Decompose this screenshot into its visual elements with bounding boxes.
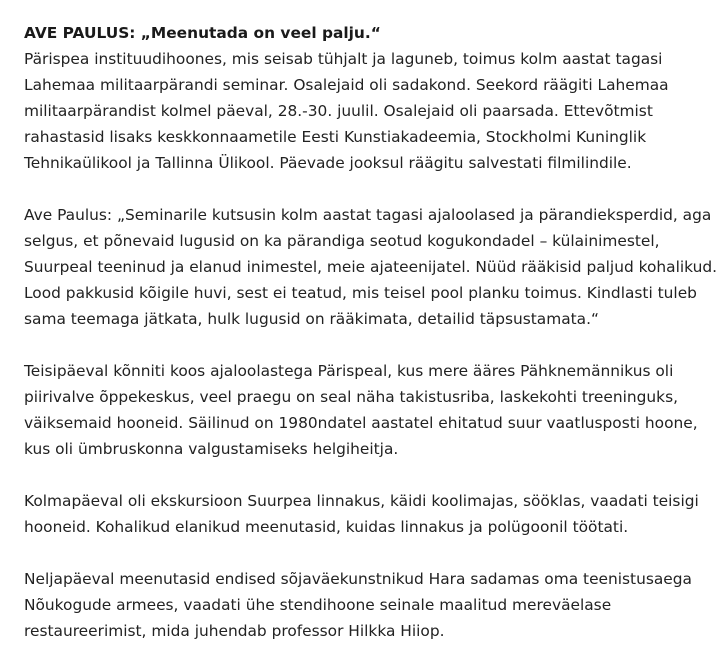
paragraph-thursday: Neljapäeval meenutasid endised sõjaväekunstnikud Hara sadamas oma teenistusaega Nõukogude armees, vaadati ühe stendihoone seinale maalitud mereväelase restaureerimist, mida juhendab professor Hilkka Hiiop.	[24, 570, 692, 640]
article	[24, 20, 724, 644]
paragraph-tuesday: Teisipäeval kõnniti koos ajaloolastega Pärispeal, kus mere ääres Pähknemännikus oli piirivalve õppekeskus, veel praegu on seal näha takistusriba, laskekohti treeninguks, väiksemaid hooneid. Säilinud on 1980ndatel aastatel ehitatud suur vaatlusposti hoone, kus oli ümbruskonna valgustamiseks helgiheitja.	[24, 362, 698, 458]
paragraph-intro	[24, 20, 724, 176]
paragraph-wednesday: Kolmapäeval oli ekskursioon Suurpea linnakus, käidi koolimajas, sööklas, vaadati teisigi hooneid. Kohalikud elanikud meenutasid, kuidas linnakus ja polügoonil töötati.	[24, 492, 699, 536]
paragraph-quote: Ave Paulus: „Seminarile kutsusin kolm aastat tagasi ajaloolased ja pärandieksperdid, aga selgus, et põnevaid lugusid on ka pärandiga seotud kogukondadel – külainimestel, Suurpeal teeninud ja elanud inimestel, meie ajateenijatel. Nüüd rääkisid paljud kohalikud. Lood pakkusid kõigile huvi, sest ei teatud, mis teisel pool planku toimus. Kindlasti tuleb sama teemaga jätkata, hulk lugusid on rääkimata, detailid täpsustamata.“	[24, 206, 717, 328]
paragraph-intro-text: Pärispea instituudihoones, mis seisab tühjalt ja laguneb, toimus kolm aastat tagasi Lahemaa militaarpärandi seminar. Osalejaid oli sadakond. Seekord räägiti Lahemaa militaarpärandist kolmel päeval, 28.-30. juulil. Osalejaid oli paarsada. Ettevõtmist rahastasid lisaks keskkonnaametile Eesti Kunstiakadeemia, Stockholmi Kuninglik Tehnikaülikool ja Tallinna Ülikool. Päevade jooksul räägitu salvestati filmilindile.	[24, 50, 669, 172]
article-heading: AVE PAULUS: „Meenutada on veel palju.“	[24, 24, 381, 42]
